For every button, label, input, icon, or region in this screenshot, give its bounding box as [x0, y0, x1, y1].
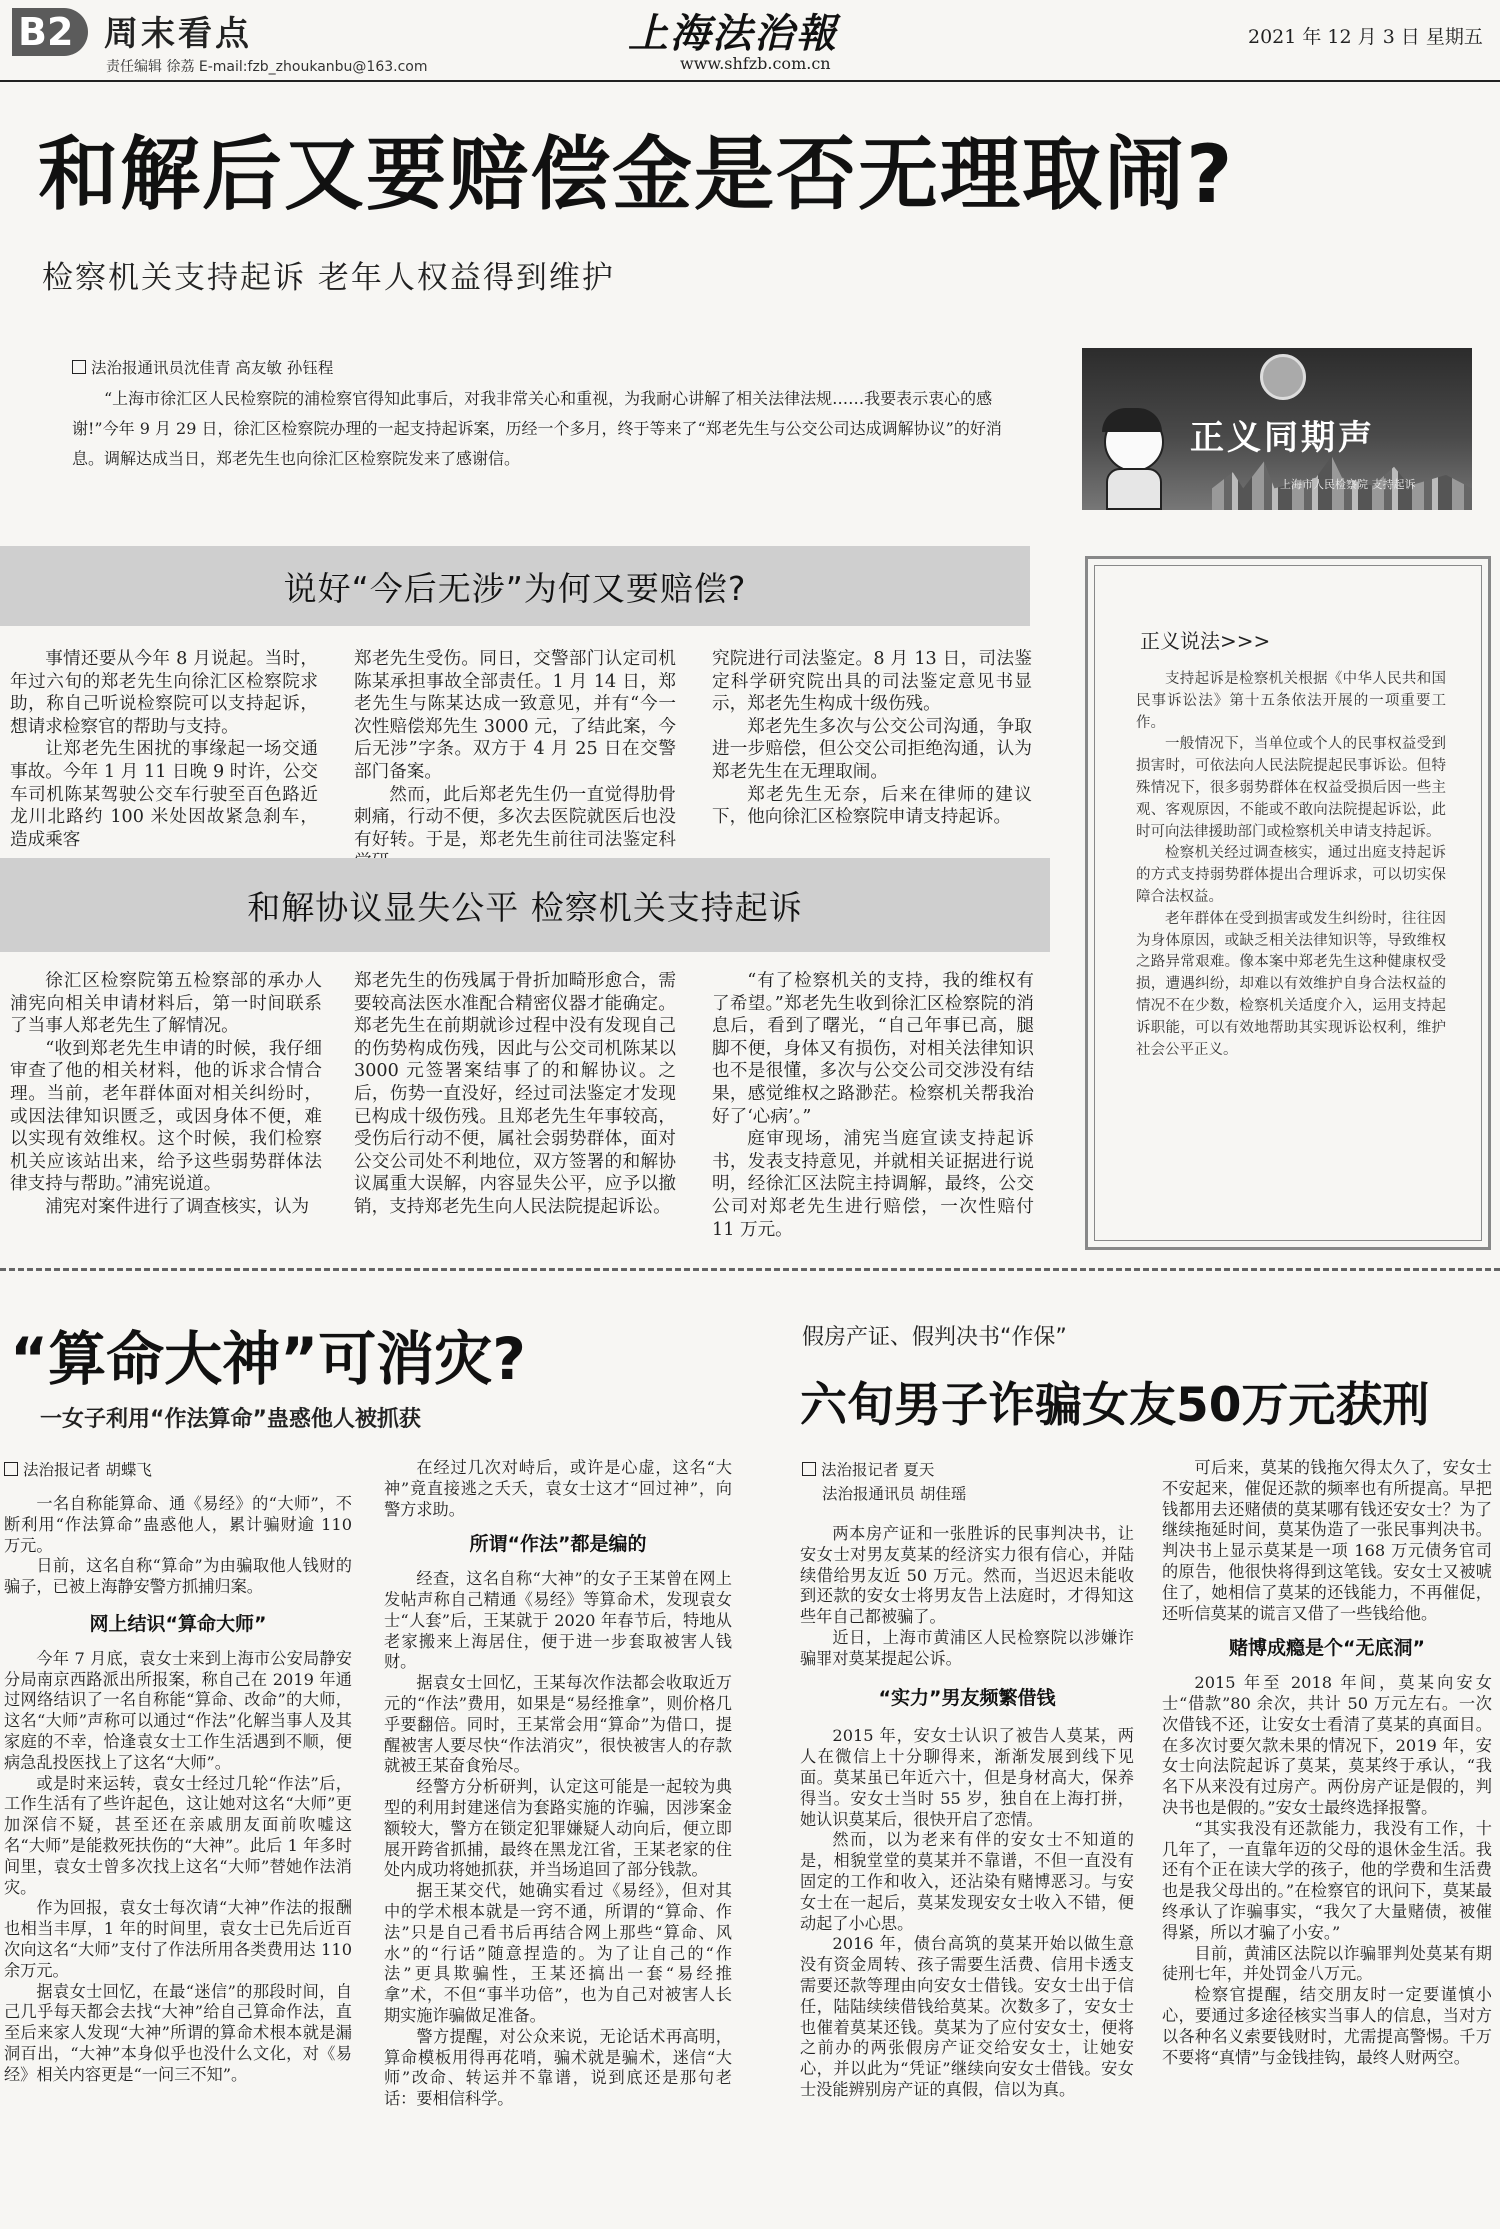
story2-col2 [384, 1458, 732, 2110]
byline-box-icon [72, 360, 86, 374]
masthead: 上海法治報 [628, 10, 838, 57]
main-lead: “上海市徐汇区人民检察院的浦检察官得知此事后，对我非常关心和重视，为我耐心讲解了相关法律法规……我要表示衷心的感谢!”今年 9 月 29 日，徐汇区检察院办理的一起支持起诉案，历经一个多月，终于等来了“郑老先生与公交公司达成调解协议”的好消息。调解达成当日，郑老先生也向徐汇区检察院发来了感谢信。 [72, 389, 1002, 468]
section2-title: 和解协议显失公平 检察机关支持起诉 [247, 887, 803, 927]
story3-headline: 六旬男子诈骗女友50万元获刑 [800, 1378, 1430, 1433]
paragraph: 检察机关经过调查核实，通过出庭支持起诉的方式支持弱势群体提出合理诉求，可以切实保障合法权益。 [1136, 845, 1446, 905]
paragraph: 然而，以为老来有伴的安女士不知道的是，相貌堂堂的莫某并不靠谱，不但一直没有固定的工作和收入，还沾染有赌博恶习。与安女士在一起后，莫某发现安女士收入不错，便动起了小心思。 [800, 1830, 1134, 1933]
paragraph: “收到郑老先生申请的时候，我仔细审查了他的相关材料，他的诉求合情合理。当前，老年群体面对相关纠纷时，或因法律知识匮乏，或因身体不便，难以实现有效维权。这个时候，我们检察机关应该站出来，给予这些弱势群体法律支持与帮助。”浦宪说道。 [10, 1038, 322, 1195]
paragraph: 经警方分析研判，认定这可能是一起较为典型的利用封建迷信为套路实施的诈骗，因涉案金额较大，警方在锁定犯罪嫌疑人动向后，便立即展开跨省抓捕，最终在黑龙江省，王某老家的住处内成功将她抓获，并当场追回了部分钱款。 [384, 1777, 732, 1880]
justice-banner [1082, 348, 1472, 510]
paragraph: 目前，黄浦区法院以诈骗罪判处莫某有期徒刑七年，并处罚金八万元。 [1162, 1943, 1492, 1984]
paragraph: 事情还要从今年 8 月说起。当时，年过六旬的郑老先生向徐汇区检察院求助，称自己听说检察院可以支持起诉，想请求检察官的帮助与支持。 [10, 649, 318, 737]
story2-col1 [4, 1494, 352, 2086]
paragraph: 可后来，莫某的钱拖欠得太久了，安女士不安起来，催促还款的频率也有所提高。早把钱都用去还赌债的莫某哪有钱还安女士？为了继续拖延时间，莫某伪造了一张民事判决书。判决书上显示莫某是一项 168 万元债务官司的原告，他很快将得到这笔钱。安女士又被唬住了，她相信了莫某的还钱能力，不再催促，还听信莫某的谎言又借了一些钱给他。 [1162, 1458, 1492, 1623]
cartoon-figure [1092, 408, 1172, 506]
paragraph: 据袁女士回忆，在最“迷信”的那段时间，自己几乎每天都会去找“大神”给自己算命作法，直至后来家人发现“大神”所谓的算命术根本就是漏洞百出，“大神”本身似乎也没什么文化，对《易经》相关内容更是“一问三不知”。 [4, 1981, 352, 2084]
s1-col3 [712, 648, 1032, 829]
paragraph: 据王某交代，她确实看过《易经》，但对其中的学术根本就是一窍不通，所谓的“算命、作法”只是自己看书后再结合网上那些“算命、风水”的“行话”随意捏造的。为了让自己的“作法”更具欺骗性，王某还搞出一套“易经推拿”术，不但“事半功倍”，也为自己对被害人长期实施诈骗做足准备。 [384, 1881, 732, 2025]
story3-byline1: 法治报记者 夏天 [802, 1458, 934, 1480]
byline-box-icon [802, 1462, 816, 1476]
banner-subtitle: 上海市人民检察院 支持起诉 [1280, 478, 1416, 491]
paragraph: 支持起诉是检察机关根据《中华人民共和国民事诉讼法》第十五条依法开展的一项重要工作。 [1136, 671, 1446, 731]
page-code: B2 [18, 10, 74, 54]
main-byline: 法治报通讯员沈佳青 高友敏 孙钰程 [72, 356, 333, 378]
emblem-icon [1260, 354, 1306, 400]
paragraph: 郑老先生无奈，后来在律师的建议下，他向徐汇区检察院申请支持起诉。 [712, 784, 1032, 828]
story3-sub2: 赌博成瘾是个“无底洞” [1229, 1637, 1425, 1660]
paragraph: “其实我没有还款能力，我没有工作，十几年了，一直靠年迈的父母的退休金生活。我还有个正在读大学的孩子，他的学费和生活费也是我父母出的。”在检察官的讯问下，莫某最终承认了诈骗事实，“我欠了大量赌债，被催得紧，所以才骗了小安。” [1162, 1818, 1492, 1942]
s1-col1 [10, 648, 318, 851]
paragraph: 浦宪对案件进行了调查核实，认为 [45, 1196, 310, 1217]
paragraph: 今年 7 月底，袁女士来到上海市公安局静安分局南京西路派出所报案，称自己在 2019 年通过网络结识了一名自称能“算命、改命”的大师，这名“大师”声称可以通过“作法”化解当事人及其家庭的不幸，恰逢袁女士工作生活遇到不顺，便病急乱投医找上了这名“大师”。 [4, 1648, 352, 1772]
paragraph: 检察官提醒，结交朋友时一定要谨慎小心，要通过多途径核实当事人的信息，当对方以各种名义索要钱财时，尤需提高警惕。千万不要将“真情”与金钱挂钩，最终人财两空。 [1162, 1985, 1492, 2067]
story2-headline: “算命大神”可消灾? [10, 1325, 526, 1393]
section1-title: 说好“今后无涉”为何又要赔偿? [283, 568, 747, 608]
website-url: www.shfzb.com.cn [680, 54, 831, 73]
paragraph: 经查，这名自称“大神”的女子王某曾在网上发帖声称自己精通《易经》等算命术，发现袁女士“人套”后，王某就于 2020 年春节后，特地从老家搬来上海居住，便于进一步套取被害人钱财。 [384, 1569, 732, 1672]
story3-kicker: 假房产证、假判决书“作保” [802, 1325, 1067, 1350]
s1-col2 [354, 648, 676, 874]
paragraph: 徐汇区检察院第五检察部的承办人浦宪向相关申请材料后，第一时间联系了当事人郑老先生了解情况。 [10, 971, 322, 1037]
paragraph: 两本房产证和一张胜诉的民事判决书，让安女士对男友莫某的经济实力很有信心，并陆续借给男友近 50 万元。然而，当迟迟未能收到还款的安女士将男友告上法庭时，才得知这些年自己都被骗了。 [800, 1524, 1134, 1627]
s2-col1 [10, 970, 322, 1219]
paragraph: 让郑老先生困扰的事缘起一场交通事故。今年 1 月 11 日晚 9 时许，公交车司机陈某驾驶公交车行驶至百色路近龙川北路约 100 米处因故紧急刹车，造成乘客 [10, 739, 318, 850]
paragraph: 老年群体在受到损害或发生纠纷时，往往因为身体原因，或缺乏相关法律知识等，导致维权之路异常艰难。像本案中郑老先生这种健康权受损，遭遇纠纷，却难以有效维护自身合法权益的情况不在少数，检察机关适度介入，运用支持起诉职能，可以有效地帮助其实现诉讼权利，维护社会公平正义。 [1136, 910, 1446, 1058]
paragraph: 日前，这名自称“算命”为由骗取他人钱财的骗子，已被上海静安警方抓捕归案。 [4, 1556, 352, 1597]
story2-subhead: 一女子利用“作法算命”蛊惑他人被抓获 [40, 1407, 421, 1432]
header-rule [0, 80, 1500, 82]
paragraph: 一般情况下，当单位或个人的民事权益受到损害时，可依法向人民法院提起民事诉讼。但特殊情况下，很多弱势群体在权益受损后因一些主观、客观原因，不能或不敢向法院提起诉讼，此时可向法律援助部门或检察机关申请支持起诉。 [1136, 736, 1446, 840]
paragraph: 2015 年，安女士认识了被告人莫某，两人在微信上十分聊得来，渐渐发展到线下见面。莫某虽已年近六十，但是身材高大，保养得当。安女士当时 55 岁，独自在上海打拼，她认识莫某后，很快开启了恋情。 [800, 1726, 1134, 1829]
paragraph: 一名自称能算命、通《易经》的“大师”，不断利用“作法算命”蛊惑他人，累计骗财逾 110 万元。 [4, 1494, 352, 1555]
main-headline: 和解后又要赔偿金是否无理取闹? [38, 128, 1235, 221]
banner-title: 正义同期声 [1190, 418, 1375, 458]
paragraph: 郑老先生的伤残属于骨折加畸形愈合，需要较高法医水准配合精密仪器才能确定。郑老先生在前期就诊过程中没有发现自己的伤势构成伤残，因此与公交司机陈某以 3000 元签署案结事了的和解协议。之后，伤势一直没好，经过司法鉴定才发现已构成十级伤残。且郑老先生年事较高，受伤后行动不便，属社会弱势群体，面对公交公司处不利地位，双方签署的和解协议属重大误解，内容显失公平，应予以撤销，支持郑老先生向人民法院提起诉讼。 [354, 971, 676, 1217]
story3-col2 [1162, 1458, 1492, 2068]
paragraph: “有了检察机关的支持，我的维权有了希望。”郑老先生收到徐汇区检察院的消息后，看到了曙光，“自己年事已高，腿脚不便，身体又有损伤，对相关法律知识也不是很懂，多次与公交公司交涉没有结果，感觉维权之路渺茫。检察机关帮我治好了‘心病’。” [712, 971, 1034, 1127]
main-subhead: 检察机关支持起诉 老年人权益得到维护 [42, 260, 615, 296]
paragraph: 警方提醒，对公众来说，无论话术再高明，算命模板用得再花哨，骗术就是骗术，迷信“大师”改命、转运并不靠谱，说到底还是那句老话：要相信科学。 [384, 2026, 732, 2109]
section1-band [0, 546, 1030, 626]
paragraph: 作为回报，袁女士每次请“大神”作法的报酬也相当丰厚，1 年的时间里，袁女士已先后近百次向这名“大师”支付了作法所用各类费用达 110 余万元。 [4, 1898, 352, 1980]
byline-box-icon [4, 1462, 18, 1476]
editor-credit: 责任编辑 徐荔 E-mail:fzb_zhoukanbu@163.com [106, 59, 428, 75]
s2-col3 [712, 970, 1034, 1241]
section2-band [0, 858, 1050, 952]
paragraph: 然而，此后郑老先生仍一直觉得肋骨刺痛，行动不便，多次去医院就医后也没有好转。于是，郑老先生前往司法鉴定科 [354, 784, 676, 850]
paragraph: 2015 年至 2018 年间，莫某向安女士“借款”80 余次，共计 50 万元左右。一次次借钱不还，让安女士看清了莫某的真面目。在多次讨要欠款未果的情况下，2019 年，安女士向法院起诉了莫某，莫某终于承认，“我名下从来没有过房产。两份房产证是假的，判决书也是假的。”安女士最终选择报警。 [1162, 1673, 1492, 1817]
sidebar-box [1085, 556, 1491, 1250]
story2-sub2: 所谓“作法”都是编的 [469, 1533, 647, 1556]
paragraph: 据袁女士回忆，王某每次作法都会收取近万元的“作法”费用，如果是“易经推拿”，则价格几乎要翻倍。同时，王某常会用“算命”为借口，提醒被害人要尽快“作法消灾”，很快被害人的存款就被王某奋食殆尽。 [384, 1673, 732, 1776]
page-header [0, 0, 1500, 82]
section-title: 周末看点 [104, 14, 252, 54]
sidebar-body [1136, 669, 1446, 1061]
paragraph: 近日，上海市黄浦区人民检察院以涉嫌诈骗罪对莫某提起公诉。 [800, 1627, 1134, 1668]
paragraph: 在经过几次对峙后，或许是心虚，这名“大神”竟直接逃之夭夭，袁女士这才“回过神”，向警方求助。 [384, 1458, 732, 1519]
story3-byline2: 法治报通讯员 胡佳瑶 [822, 1485, 967, 1503]
paragraph: 2016 年，债台高筑的莫某开始以做生意没有资金周转、孩子需要生活费、信用卡透支需要还款等理由向安女士借钱。安女士出于信任，陆陆续续借钱给莫某。次数多了，安女士也催着莫某还钱。莫某为了应付安女士，便将之前办的两张假房产证交给安女士，让她安心，并以此为“凭证”继续向安女士借钱。安女士没能辨别房产证的真假，信以为真。 [800, 1934, 1134, 2099]
paragraph: 究院进行司法鉴定。8 月 13 日，司法鉴定科学研究院出具的司法鉴定意见书显示，郑老先生构成十级伤残。 [712, 649, 1032, 715]
section-divider [0, 1268, 1500, 1271]
s2-col2 [354, 970, 676, 1219]
story2-sub1: 网上结识“算命大师” [89, 1612, 267, 1635]
story3-sub1: “实力”男友频繁借钱 [878, 1686, 1056, 1709]
story3-col1 [800, 1524, 1134, 2101]
issue-date: 2021 年 12 月 3 日 星期五 [1248, 26, 1483, 48]
paragraph: 郑老先生受伤。同日，交警部门认定司机陈某承担事故全部责任。1 月 14 日，郑老先生与陈某达成一致意见，并有“今一次性赔偿郑先生 3000 元，了结此案，今后无涉”字条。双方于 4 月 25 日在交警部门备案。 [354, 649, 676, 782]
paragraph: 庭审现场，浦宪当庭宣读支持起诉书，发表支持意见，并就相关证据进行说明，经徐汇区法院主持调解，最终，公交公司对郑老先生进行赔偿，一次性赔付 11 万元。 [712, 1129, 1034, 1240]
story2-byline: 法治报记者 胡蝶飞 [4, 1458, 152, 1480]
sidebar-title: 正义说法>>> [1140, 629, 1271, 653]
paragraph: 或是时来运转，袁女士经过几轮“作法”后，工作生活有了些许起色，这让她对这名“大师”更加深信不疑，甚至还在亲戚朋友面前吹嘘这名“大师”是能救死扶伤的“大神”。此后 1 年多时间里，袁女士曾多次找上这名“大师”替她作法消灾。 [4, 1773, 352, 1897]
paragraph: 郑老先生多次与公交公司沟通，争取进一步赔偿，但公交公司拒绝沟通，认为郑老先生在无理取闹。 [712, 716, 1032, 782]
